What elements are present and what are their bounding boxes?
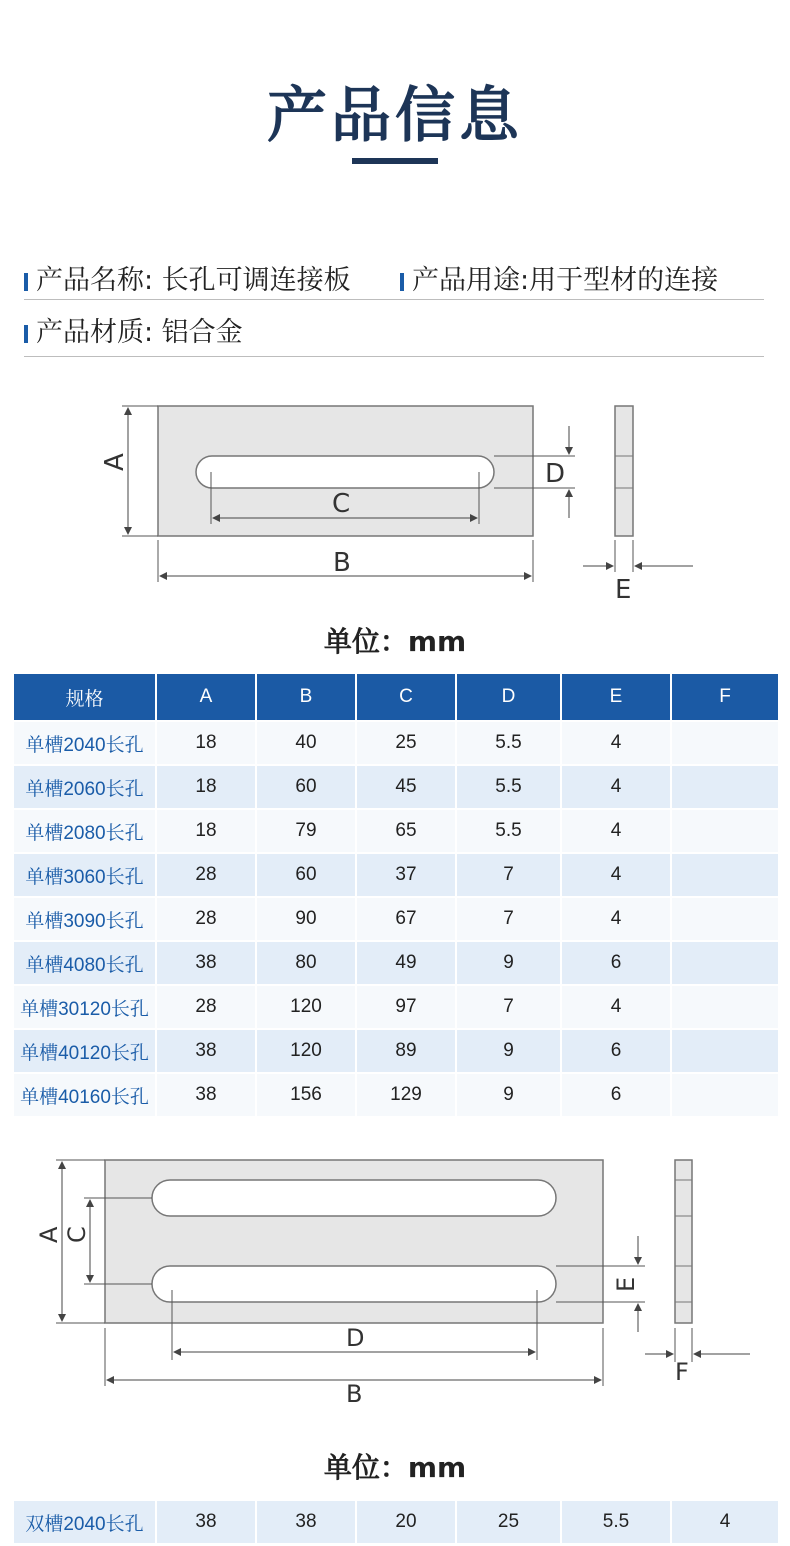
product-material: 产品材质: 铝合金 [36, 317, 243, 348]
label-c: C [63, 1226, 91, 1243]
label-b: B [333, 548, 351, 578]
cell: 120 [256, 1029, 356, 1073]
cell: 18 [156, 809, 256, 853]
cell: 6 [561, 941, 671, 985]
cell: 4 [671, 1500, 779, 1544]
cell: 4 [561, 809, 671, 853]
cell: 79 [256, 809, 356, 853]
cell [671, 1029, 779, 1073]
cell [671, 897, 779, 941]
cell: 25 [356, 721, 456, 765]
product-material-line [24, 310, 243, 349]
cell: 9 [456, 941, 561, 985]
cell: 18 [156, 765, 256, 809]
spec-name: 双槽2040长孔 [13, 1500, 156, 1544]
cell: 4 [561, 985, 671, 1029]
cell: 90 [256, 897, 356, 941]
table-row [13, 1500, 779, 1544]
cell: 38 [156, 941, 256, 985]
cell: 38 [156, 1073, 256, 1117]
table-row [13, 941, 779, 985]
cell [671, 853, 779, 897]
cell [671, 1073, 779, 1117]
cell: 49 [356, 941, 456, 985]
spec-name: 单槽30120长孔 [13, 985, 156, 1029]
spec-name: 单槽2080长孔 [13, 809, 156, 853]
spec-name: 单槽3060长孔 [13, 853, 156, 897]
cell: 25 [456, 1500, 561, 1544]
cell [671, 985, 779, 1029]
label-c: C [332, 489, 351, 519]
column-header: F [671, 673, 779, 721]
cell: 28 [156, 897, 256, 941]
cell: 37 [356, 853, 456, 897]
cell: 45 [356, 765, 456, 809]
cell: 97 [356, 985, 456, 1029]
spec-name: 单槽2040长孔 [13, 721, 156, 765]
cell: 4 [561, 721, 671, 765]
cell: 38 [156, 1029, 256, 1073]
divider [24, 299, 764, 300]
product-name-line [24, 258, 351, 297]
double-slot-diagram [0, 1145, 790, 1415]
column-header: C [356, 673, 456, 721]
table-header-row [13, 673, 779, 721]
cell: 40 [256, 721, 356, 765]
label-a: A [35, 1226, 63, 1243]
table-row [13, 985, 779, 1029]
cell: 4 [561, 897, 671, 941]
cell [671, 765, 779, 809]
cell: 60 [256, 853, 356, 897]
cell: 5.5 [456, 809, 561, 853]
bullet-marker [400, 273, 404, 291]
table-row [13, 721, 779, 765]
label-d: D [545, 459, 566, 489]
label-b: B [346, 1380, 363, 1408]
product-name: 产品名称: 长孔可调连接板 [36, 265, 351, 296]
double-slot-table [12, 1499, 780, 1545]
column-header: E [561, 673, 671, 721]
product-usage-line [400, 258, 718, 297]
cell: 65 [356, 809, 456, 853]
bullet-marker [24, 325, 28, 343]
cell: 9 [456, 1073, 561, 1117]
label-a: A [100, 453, 130, 471]
cell: 6 [561, 1073, 671, 1117]
label-d: D [346, 1324, 365, 1352]
label-e: E [615, 575, 632, 605]
unit-label: 单位：mm [323, 1451, 467, 1484]
table-row [13, 1029, 779, 1073]
table-row [13, 853, 779, 897]
cell: 7 [456, 985, 561, 1029]
product-usage: 产品用途:用于型材的连接 [412, 265, 719, 296]
single-slot-diagram [0, 390, 790, 610]
spec-name: 单槽40160长孔 [13, 1073, 156, 1117]
cell [671, 721, 779, 765]
cell: 80 [256, 941, 356, 985]
cell: 5.5 [456, 765, 561, 809]
cell: 6 [561, 1029, 671, 1073]
spec-name: 单槽2060长孔 [13, 765, 156, 809]
column-header: 规格 [13, 673, 156, 721]
page-title: 产品信息 [267, 81, 523, 151]
cell: 5.5 [456, 721, 561, 765]
cell: 156 [256, 1073, 356, 1117]
title-underline [352, 158, 438, 164]
cell: 20 [356, 1500, 456, 1544]
label-e: E [612, 1276, 640, 1292]
cell: 89 [356, 1029, 456, 1073]
cell: 7 [456, 853, 561, 897]
unit-label: 单位：mm [323, 625, 467, 658]
single-slot-table [12, 672, 780, 1118]
cell: 38 [156, 1500, 256, 1544]
cell: 9 [456, 1029, 561, 1073]
cell: 5.5 [561, 1500, 671, 1544]
divider [24, 356, 764, 357]
cell: 18 [156, 721, 256, 765]
label-f: F [675, 1358, 689, 1386]
cell: 67 [356, 897, 456, 941]
column-header: D [456, 673, 561, 721]
spec-name: 单槽40120长孔 [13, 1029, 156, 1073]
table-row [13, 1073, 779, 1117]
table-row [13, 809, 779, 853]
table-row [13, 897, 779, 941]
column-header: A [156, 673, 256, 721]
cell: 28 [156, 985, 256, 1029]
cell: 28 [156, 853, 256, 897]
cell: 4 [561, 765, 671, 809]
cell: 129 [356, 1073, 456, 1117]
column-header: B [256, 673, 356, 721]
cell: 120 [256, 985, 356, 1029]
spec-name: 单槽3090长孔 [13, 897, 156, 941]
cell [671, 941, 779, 985]
cell: 4 [561, 853, 671, 897]
cell [671, 809, 779, 853]
spec-name: 单槽4080长孔 [13, 941, 156, 985]
cell: 60 [256, 765, 356, 809]
cell: 7 [456, 897, 561, 941]
cell: 38 [256, 1500, 356, 1544]
bullet-marker [24, 273, 28, 291]
table-row [13, 765, 779, 809]
